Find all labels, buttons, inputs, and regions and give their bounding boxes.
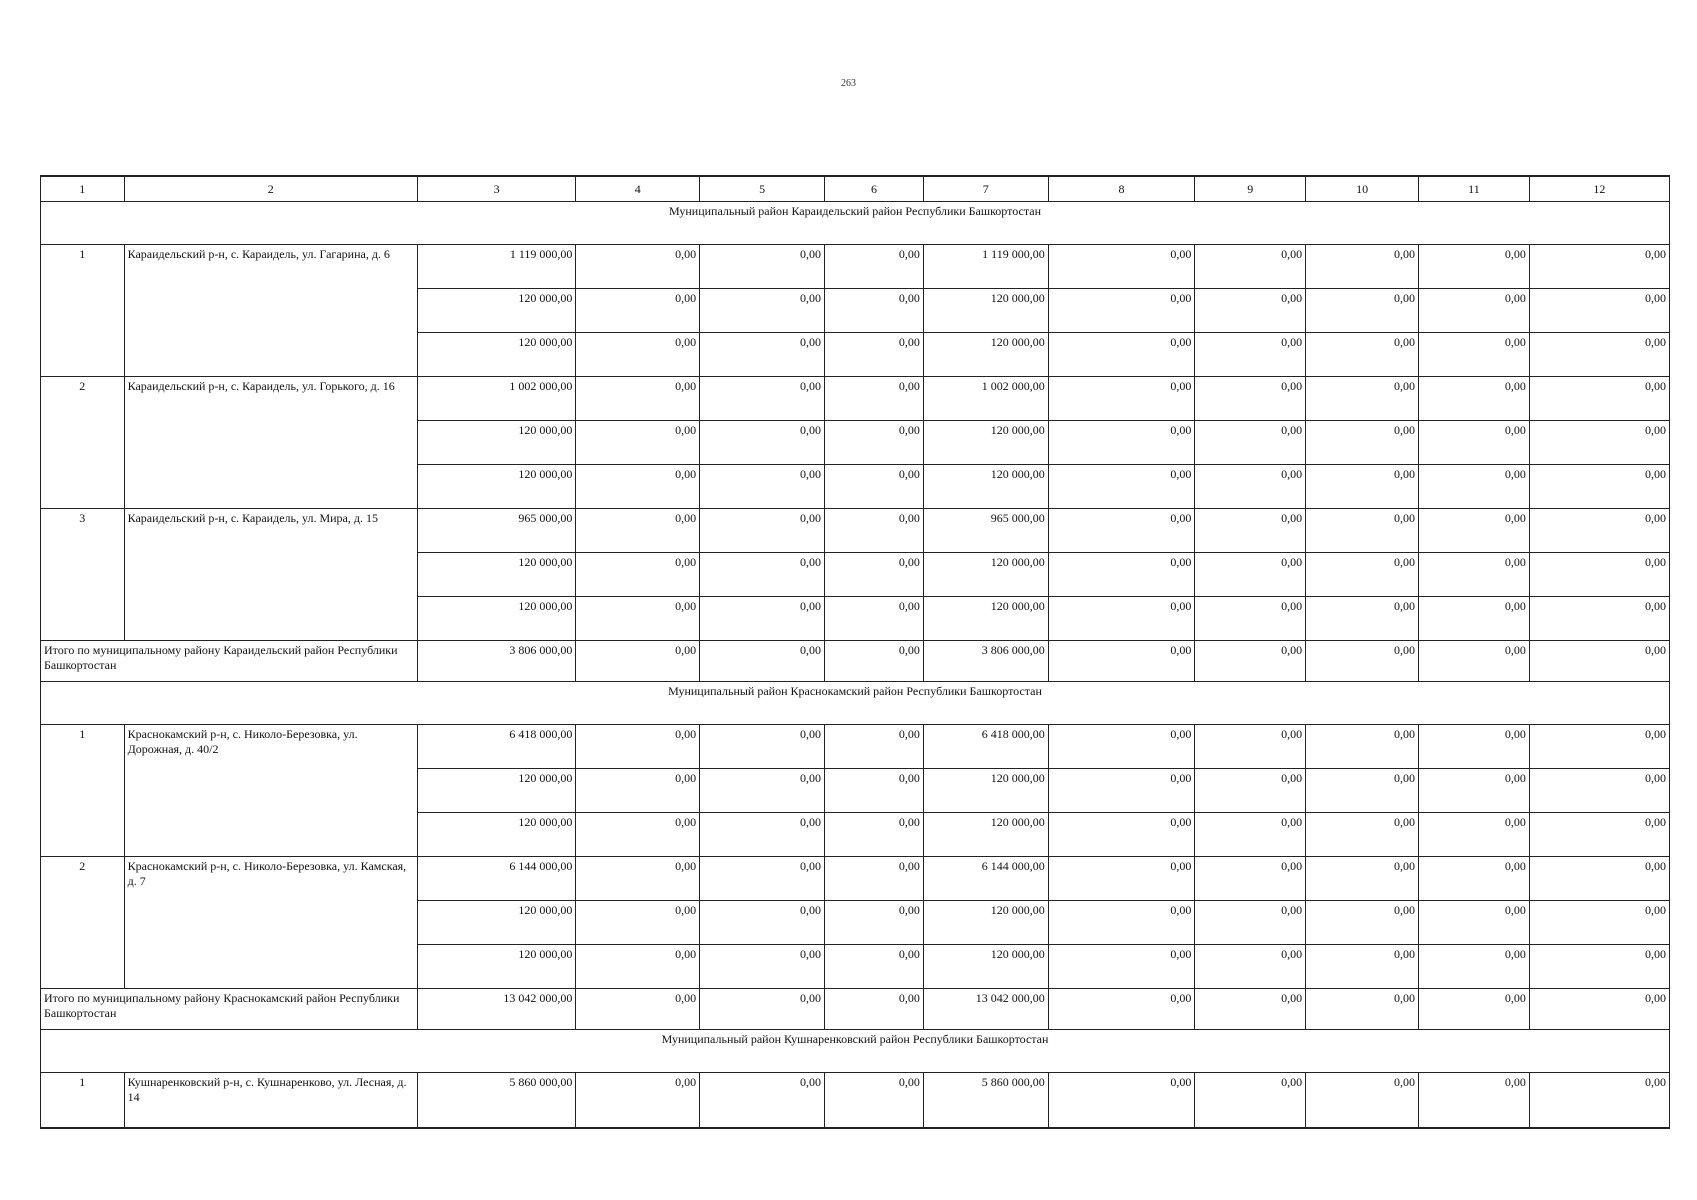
amount-cell: 0,00	[1419, 289, 1530, 333]
section-header-row	[41, 202, 1670, 245]
column-number: 12	[1529, 176, 1669, 202]
amount-cell: 0,00	[1048, 945, 1195, 989]
item-number: 1	[41, 245, 125, 377]
amount-cell: 0,00	[1048, 377, 1195, 421]
total-cell: 0,00	[1306, 641, 1419, 682]
amount-cell: 0,00	[825, 465, 924, 509]
amount-cell: 0,00	[1048, 597, 1195, 641]
amount-cell: 0,00	[1048, 901, 1195, 945]
amount-cell: 0,00	[1306, 901, 1419, 945]
amount-cell: 0,00	[1419, 813, 1530, 857]
table-row	[41, 1073, 1670, 1129]
amount-cell: 120 000,00	[417, 813, 576, 857]
amount-cell: 120 000,00	[417, 553, 576, 597]
amount-cell: 0,00	[700, 333, 825, 377]
amount-cell: 120 000,00	[923, 901, 1048, 945]
item-number: 1	[41, 725, 125, 857]
amount-cell: 0,00	[1048, 813, 1195, 857]
total-cell: 13 042 000,00	[923, 989, 1048, 1030]
column-number: 3	[417, 176, 576, 202]
amount-cell: 0,00	[1419, 901, 1530, 945]
amount-cell: 0,00	[576, 857, 700, 901]
table-row	[41, 857, 1670, 901]
amount-cell: 0,00	[576, 333, 700, 377]
item-number: 2	[41, 377, 125, 509]
amount-cell: 120 000,00	[417, 945, 576, 989]
amount-cell: 0,00	[700, 725, 825, 769]
total-cell: 0,00	[700, 641, 825, 682]
amount-cell: 0,00	[1195, 769, 1306, 813]
amount-cell: 120 000,00	[923, 465, 1048, 509]
amount-cell: 0,00	[1529, 245, 1669, 289]
amount-cell: 0,00	[576, 465, 700, 509]
column-number-row	[41, 176, 1670, 202]
total-cell: 0,00	[1195, 641, 1306, 682]
item-number: 3	[41, 509, 125, 641]
column-number: 7	[923, 176, 1048, 202]
amount-cell: 120 000,00	[923, 597, 1048, 641]
amount-cell: 0,00	[1048, 553, 1195, 597]
amount-cell: 0,00	[576, 725, 700, 769]
amount-cell: 120 000,00	[923, 421, 1048, 465]
amount-cell: 6 144 000,00	[923, 857, 1048, 901]
section-header-row	[41, 1030, 1670, 1073]
amount-cell: 120 000,00	[923, 333, 1048, 377]
amount-cell: 0,00	[1529, 333, 1669, 377]
amount-cell: 0,00	[1195, 857, 1306, 901]
amount-cell: 0,00	[1529, 769, 1669, 813]
amount-cell: 0,00	[1195, 333, 1306, 377]
item-number: 2	[41, 857, 125, 989]
total-cell: 3 806 000,00	[923, 641, 1048, 682]
amount-cell: 0,00	[700, 377, 825, 421]
amount-cell: 6 418 000,00	[923, 725, 1048, 769]
amount-cell: 0,00	[1529, 901, 1669, 945]
total-label: Итого по муниципальному району Караидельский район Республики Башкортостан	[41, 641, 418, 682]
total-cell: 0,00	[576, 989, 700, 1030]
amount-cell: 0,00	[825, 289, 924, 333]
amount-cell: 0,00	[1306, 509, 1419, 553]
amount-cell: 0,00	[1529, 421, 1669, 465]
total-cell: 0,00	[1419, 989, 1530, 1030]
amount-cell: 120 000,00	[417, 901, 576, 945]
item-address: Кушнаренковский р-н, с. Кушнаренково, ул. Лесная, д. 14	[124, 1073, 417, 1129]
amount-cell: 0,00	[1306, 465, 1419, 509]
program-table	[40, 175, 1670, 1129]
amount-cell: 0,00	[1048, 725, 1195, 769]
table-body	[41, 176, 1670, 1128]
amount-cell: 120 000,00	[923, 813, 1048, 857]
amount-cell: 0,00	[1529, 945, 1669, 989]
column-number: 11	[1419, 176, 1530, 202]
amount-cell: 0,00	[825, 769, 924, 813]
amount-cell: 0,00	[825, 245, 924, 289]
total-cell: 0,00	[1048, 641, 1195, 682]
total-label: Итого по муниципальному району Краснокамский район Республики Башкортостан	[41, 989, 418, 1030]
total-cell: 0,00	[576, 641, 700, 682]
column-number: 6	[825, 176, 924, 202]
total-cell: 0,00	[700, 989, 825, 1030]
amount-cell: 0,00	[825, 421, 924, 465]
amount-cell: 0,00	[700, 553, 825, 597]
amount-cell: 0,00	[1048, 333, 1195, 377]
amount-cell: 0,00	[1419, 725, 1530, 769]
amount-cell: 0,00	[700, 597, 825, 641]
amount-cell: 0,00	[1419, 769, 1530, 813]
amount-cell: 0,00	[1195, 289, 1306, 333]
amount-cell: 120 000,00	[417, 769, 576, 813]
amount-cell: 0,00	[576, 769, 700, 813]
amount-cell: 120 000,00	[923, 769, 1048, 813]
amount-cell: 0,00	[1306, 813, 1419, 857]
column-number: 8	[1048, 176, 1195, 202]
amount-cell: 0,00	[1529, 289, 1669, 333]
amount-cell: 0,00	[1195, 553, 1306, 597]
amount-cell: 0,00	[576, 245, 700, 289]
amount-cell: 0,00	[700, 857, 825, 901]
amount-cell: 120 000,00	[923, 289, 1048, 333]
total-cell: 13 042 000,00	[417, 989, 576, 1030]
amount-cell: 0,00	[1306, 857, 1419, 901]
column-number: 2	[124, 176, 417, 202]
amount-cell: 120 000,00	[417, 597, 576, 641]
section-title: Муниципальный район Краснокамский район Республики Башкортостан	[41, 682, 1670, 725]
total-cell: 0,00	[1306, 989, 1419, 1030]
amount-cell: 0,00	[1195, 901, 1306, 945]
amount-cell: 0,00	[576, 377, 700, 421]
amount-cell: 0,00	[1195, 725, 1306, 769]
amount-cell: 120 000,00	[417, 421, 576, 465]
amount-cell: 6 418 000,00	[417, 725, 576, 769]
item-address: Караидельский р-н, с. Караидель, ул. Горького, д. 16	[124, 377, 417, 509]
amount-cell: 0,00	[1419, 421, 1530, 465]
amount-cell: 0,00	[1529, 597, 1669, 641]
amount-cell: 0,00	[1306, 725, 1419, 769]
amount-cell: 120 000,00	[923, 553, 1048, 597]
amount-cell: 0,00	[1195, 509, 1306, 553]
amount-cell: 0,00	[1306, 553, 1419, 597]
table-row	[41, 509, 1670, 553]
section-total-row	[41, 641, 1670, 682]
amount-cell: 0,00	[576, 421, 700, 465]
amount-cell: 0,00	[1306, 1073, 1419, 1129]
table-row	[41, 377, 1670, 421]
amount-cell: 0,00	[700, 289, 825, 333]
column-number: 9	[1195, 176, 1306, 202]
amount-cell: 0,00	[1306, 333, 1419, 377]
amount-cell: 0,00	[1048, 857, 1195, 901]
amount-cell: 0,00	[1419, 945, 1530, 989]
amount-cell: 0,00	[1306, 421, 1419, 465]
amount-cell: 0,00	[576, 945, 700, 989]
amount-cell: 0,00	[1195, 945, 1306, 989]
amount-cell: 0,00	[825, 333, 924, 377]
item-number: 1	[41, 1073, 125, 1129]
amount-cell: 0,00	[1529, 1073, 1669, 1129]
amount-cell: 0,00	[1419, 333, 1530, 377]
amount-cell: 0,00	[1306, 945, 1419, 989]
column-number: 1	[41, 176, 125, 202]
amount-cell: 0,00	[1419, 553, 1530, 597]
amount-cell: 0,00	[1195, 465, 1306, 509]
amount-cell: 0,00	[825, 857, 924, 901]
amount-cell: 0,00	[825, 725, 924, 769]
amount-cell: 965 000,00	[923, 509, 1048, 553]
amount-cell: 0,00	[1048, 509, 1195, 553]
amount-cell: 0,00	[700, 421, 825, 465]
total-cell: 0,00	[1048, 989, 1195, 1030]
section-title: Муниципальный район Кушнаренковский район Республики Башкортостан	[41, 1030, 1670, 1073]
amount-cell: 0,00	[700, 813, 825, 857]
amount-cell: 0,00	[700, 1073, 825, 1129]
page-number: 263	[841, 78, 856, 89]
amount-cell: 0,00	[700, 465, 825, 509]
amount-cell: 0,00	[1195, 1073, 1306, 1129]
amount-cell: 0,00	[1306, 245, 1419, 289]
amount-cell: 120 000,00	[417, 333, 576, 377]
amount-cell: 0,00	[1419, 245, 1530, 289]
amount-cell: 0,00	[825, 553, 924, 597]
amount-cell: 0,00	[1529, 377, 1669, 421]
amount-cell: 0,00	[1306, 377, 1419, 421]
amount-cell: 0,00	[1195, 597, 1306, 641]
amount-cell: 0,00	[1529, 465, 1669, 509]
amount-cell: 0,00	[1306, 769, 1419, 813]
amount-cell: 0,00	[576, 901, 700, 945]
amount-cell: 0,00	[1419, 597, 1530, 641]
total-cell: 3 806 000,00	[417, 641, 576, 682]
amount-cell: 0,00	[700, 945, 825, 989]
section-total-row	[41, 989, 1670, 1030]
amount-cell: 0,00	[1419, 1073, 1530, 1129]
amount-cell: 0,00	[1306, 597, 1419, 641]
amount-cell: 0,00	[576, 289, 700, 333]
amount-cell: 0,00	[1195, 813, 1306, 857]
amount-cell: 0,00	[700, 509, 825, 553]
item-address: Караидельский р-н, с. Караидель, ул. Мира, д. 15	[124, 509, 417, 641]
total-cell: 0,00	[1419, 641, 1530, 682]
amount-cell: 0,00	[1529, 509, 1669, 553]
amount-cell: 0,00	[1048, 289, 1195, 333]
table-row	[41, 725, 1670, 769]
amount-cell: 0,00	[1419, 509, 1530, 553]
amount-cell: 0,00	[1048, 1073, 1195, 1129]
amount-cell: 0,00	[576, 509, 700, 553]
amount-cell: 0,00	[825, 377, 924, 421]
total-cell: 0,00	[1529, 641, 1669, 682]
amount-cell: 0,00	[576, 813, 700, 857]
amount-cell: 1 002 000,00	[417, 377, 576, 421]
amount-cell: 0,00	[825, 597, 924, 641]
amount-cell: 1 119 000,00	[417, 245, 576, 289]
table-row	[41, 245, 1670, 289]
item-address: Караидельский р-н, с. Караидель, ул. Гагарина, д. 6	[124, 245, 417, 377]
item-address: Краснокамский р-н, с. Николо-Березовка, ул. Камская, д. 7	[124, 857, 417, 989]
amount-cell: 0,00	[1529, 725, 1669, 769]
amount-cell: 6 144 000,00	[417, 857, 576, 901]
amount-cell: 120 000,00	[417, 289, 576, 333]
amount-cell: 0,00	[1195, 377, 1306, 421]
amount-cell: 0,00	[1195, 245, 1306, 289]
amount-cell: 0,00	[825, 945, 924, 989]
amount-cell: 0,00	[825, 1073, 924, 1129]
section-header-row	[41, 682, 1670, 725]
amount-cell: 0,00	[1195, 421, 1306, 465]
section-title: Муниципальный район Караидельский район Республики Башкортостан	[41, 202, 1670, 245]
amount-cell: 1 002 000,00	[923, 377, 1048, 421]
amount-cell: 0,00	[1529, 857, 1669, 901]
amount-cell: 5 860 000,00	[923, 1073, 1048, 1129]
amount-cell: 0,00	[576, 1073, 700, 1129]
item-address: Краснокамский р-н, с. Николо-Березовка, ул. Дорожная, д. 40/2	[124, 725, 417, 857]
amount-cell: 0,00	[1419, 465, 1530, 509]
total-cell: 0,00	[825, 641, 924, 682]
total-cell: 0,00	[825, 989, 924, 1030]
amount-cell: 0,00	[1048, 245, 1195, 289]
amount-cell: 120 000,00	[417, 465, 576, 509]
amount-cell: 0,00	[1419, 857, 1530, 901]
amount-cell: 1 119 000,00	[923, 245, 1048, 289]
column-number: 10	[1306, 176, 1419, 202]
amount-cell: 0,00	[576, 553, 700, 597]
amount-cell: 5 860 000,00	[417, 1073, 576, 1129]
amount-cell: 120 000,00	[923, 945, 1048, 989]
column-number: 5	[700, 176, 825, 202]
amount-cell: 0,00	[825, 901, 924, 945]
column-number: 4	[576, 176, 700, 202]
amount-cell: 0,00	[1048, 465, 1195, 509]
amount-cell: 0,00	[576, 597, 700, 641]
amount-cell: 0,00	[700, 901, 825, 945]
amount-cell: 0,00	[1048, 769, 1195, 813]
amount-cell: 0,00	[1529, 813, 1669, 857]
amount-cell: 965 000,00	[417, 509, 576, 553]
total-cell: 0,00	[1529, 989, 1669, 1030]
amount-cell: 0,00	[700, 769, 825, 813]
amount-cell: 0,00	[825, 813, 924, 857]
amount-cell: 0,00	[1419, 377, 1530, 421]
amount-cell: 0,00	[1306, 289, 1419, 333]
amount-cell: 0,00	[825, 509, 924, 553]
total-cell: 0,00	[1195, 989, 1306, 1030]
amount-cell: 0,00	[1048, 421, 1195, 465]
amount-cell: 0,00	[700, 245, 825, 289]
amount-cell: 0,00	[1529, 553, 1669, 597]
